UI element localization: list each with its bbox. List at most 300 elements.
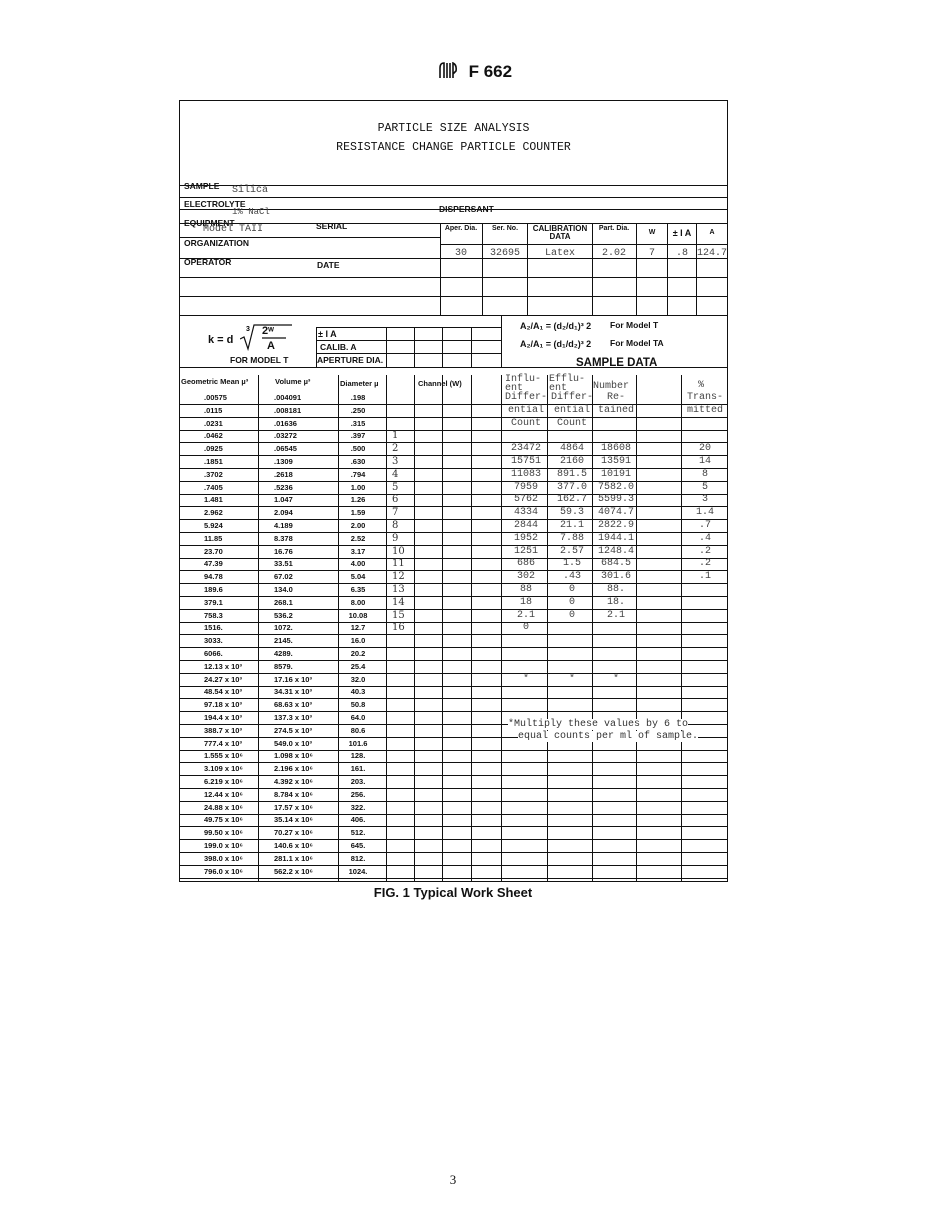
cell-eff[interactable]: 0 [568,596,575,608]
pm-ia-label: ± I A [672,228,692,238]
cell-geo: 6.219 x 10⁶ [204,777,243,786]
w-value[interactable]: 7 [648,248,655,259]
cell-num[interactable] [594,685,638,698]
cell-dia: .794 [350,469,366,479]
cell-dia: 3.17 [350,546,366,556]
cell-inf[interactable]: * [522,673,529,685]
model-t-equation-label: For Model T [610,320,659,330]
cell-ch[interactable]: 11 [392,558,405,570]
cell-num[interactable]: 4074.7 [597,507,634,519]
footnote-line-1: *Multiply these values by 6 to [508,719,689,730]
cell-num[interactable]: * [612,673,619,685]
cell-geo: 48.54 x 10³ [204,687,242,697]
cell-dia: .630 [350,457,366,466]
cell-inf[interactable]: 2.1 [516,609,535,621]
cell-geo: 379.1 [204,597,223,607]
cell-dia: .198 [350,393,366,402]
rule [501,315,502,367]
channel-header: Channel (W) [418,379,462,388]
cell-ch[interactable] [392,813,412,826]
cell-ch[interactable]: 16 [392,622,405,634]
cell-vol: 4.189 [274,521,293,530]
cell-vol: 34.31 x 10³ [274,687,312,697]
rule [482,223,483,315]
cell-pct[interactable] [683,609,727,622]
cell-num[interactable] [594,417,638,430]
geo-mean-header: Geometric Mean µ³ [181,377,249,386]
cell-num[interactable]: 88. [606,584,625,595]
cell-ch[interactable] [392,839,412,852]
cell-pct[interactable]: .1 [698,571,711,583]
cell-pct[interactable] [683,788,727,801]
cell-vol: 2145. [274,636,293,646]
cell-eff[interactable] [550,621,594,634]
cell-ch[interactable] [392,660,412,673]
cell-num[interactable] [594,621,638,634]
cell-inf[interactable] [505,775,547,788]
cell-vol: 67.02 [274,572,293,582]
cell-inf[interactable] [505,647,547,660]
cell-ch[interactable] [392,749,412,762]
cell-eff[interactable] [550,762,594,775]
sample-value[interactable]: Silica [232,185,269,196]
cell-vol: 4289. [274,649,293,658]
cell-num[interactable] [594,429,638,442]
cell-ch[interactable]: 10 [392,545,405,557]
cell-ch[interactable] [392,775,412,788]
cell-dia: 2.52 [350,533,366,543]
calibration-value[interactable]: Latex [544,248,575,259]
cell-num[interactable] [594,826,638,839]
cell-num[interactable] [594,749,638,762]
cell-eff[interactable]: * [568,673,575,685]
cell-ch[interactable]: 5 [392,481,399,493]
cell-num[interactable] [594,788,638,801]
cell-geo: 2.962 [204,508,223,518]
pm-i-a-label: ± I A [318,329,337,339]
cell-num[interactable] [594,813,638,826]
cell-inf[interactable] [505,852,547,865]
cell-inf[interactable]: 2844 [513,520,538,531]
cell-inf[interactable]: 686 [516,558,535,570]
cell-eff[interactable] [550,749,594,762]
cell-ch[interactable] [392,647,412,660]
cell-num[interactable]: 301.6 [600,571,631,583]
cell-dia: 101.6 [348,738,368,748]
cell-num[interactable]: 2.1 [606,609,625,621]
cell-inf[interactable] [505,762,547,775]
diameter-header: Diameter µ [340,379,379,388]
cell-pct[interactable] [683,673,727,686]
cell-eff[interactable]: 21.1 [559,520,584,531]
cell-inf[interactable]: 1251 [513,545,538,557]
cell-eff[interactable] [550,647,594,660]
cell-vol: 33.51 [274,559,293,569]
cell-vol: .008181 [274,405,302,415]
cell-dia: 256. [350,789,366,799]
dispersant-label: DISPERSANT [439,204,494,214]
model-ta-equation-label: For Model TA [610,338,664,348]
cell-vol: 17.57 x 10⁶ [274,802,313,812]
cell-num[interactable]: 18. [606,596,625,608]
cell-ch[interactable]: 6 [392,494,399,506]
cell-ch[interactable]: 4 [392,468,399,480]
cell-pct[interactable]: .7 [698,520,711,531]
cell-eff[interactable]: 4864 [559,443,584,455]
cell-ch[interactable] [392,711,412,724]
cell-num[interactable]: 10191 [600,468,631,480]
cell-ch[interactable]: 1 [392,430,399,442]
cell-num[interactable] [594,698,638,711]
rule [414,375,415,881]
cell-num[interactable]: 7582.0 [597,481,634,493]
a-value[interactable]: 124.7 [697,248,728,259]
cell-ch[interactable] [392,391,412,404]
cell-ch[interactable] [392,673,412,686]
cell-pct[interactable] [683,775,727,788]
sheet-subtitle: RESISTANCE CHANGE PARTICLE COUNTER [336,141,571,154]
cell-dia: 1.00 [350,482,366,492]
cell-inf[interactable]: 23472 [510,443,541,455]
cell-geo: .0115 [204,405,223,415]
cell-dia: 32.0 [350,674,366,684]
cell-ch[interactable]: 3 [392,456,399,467]
rule [386,327,387,367]
cell-pct[interactable]: 3 [701,494,708,506]
cell-pct[interactable] [683,711,727,724]
cell-vol: 68.63 x 10³ [274,700,312,710]
pm-ia-value[interactable]: .8 [675,248,688,259]
cell-inf[interactable] [505,801,547,814]
cell-geo: 1516. [204,623,223,633]
cell-geo: 758.3 [204,610,223,620]
cell-pct[interactable]: .2 [698,558,711,570]
cell-num[interactable] [594,634,638,647]
cell-inf[interactable]: 5762 [513,494,538,506]
rule [180,315,727,316]
cell-pct[interactable]: 8 [701,468,708,480]
cell-eff[interactable] [550,826,594,839]
cell-dia: .250 [350,405,366,415]
rule [414,327,415,367]
cell-inf[interactable] [505,839,547,852]
rule [592,375,593,881]
sheet-title: PARTICLE SIZE ANALYSIS [377,122,530,135]
cell-eff[interactable]: 891.5 [556,468,587,480]
astm-logo-icon [438,62,458,80]
cell-ch[interactable] [392,737,412,750]
cell-pct[interactable] [683,801,727,814]
sample-data-label: SAMPLE DATA [576,357,658,369]
cell-pct[interactable] [683,826,727,839]
cell-num[interactable]: 1944.1 [597,532,634,544]
cell-geo: 1.555 x 10⁶ [204,751,243,761]
cell-ch[interactable] [392,724,412,737]
cell-ch[interactable]: 13 [392,584,405,595]
cell-dia: 1.59 [350,508,366,518]
cell-num[interactable]: 2822.9 [597,520,634,531]
cell-geo: .00575 [204,393,227,402]
cell-inf[interactable]: 15751 [510,456,541,467]
cell-vol: .06545 [274,444,297,454]
cell-dia: 645. [350,841,366,850]
cell-eff[interactable]: .43 [562,571,581,583]
number-header: Number [593,381,630,392]
cell-ch[interactable] [392,634,412,647]
cell-eff[interactable]: 0 [568,609,575,621]
column-subheader: ential [507,404,544,416]
ser-no-value[interactable]: 32695 [489,248,520,259]
part-dia-label: Part. Dia. [598,225,630,232]
cell-dia: .500 [350,444,366,454]
rule [547,375,548,881]
cell-ch[interactable] [392,852,412,865]
calib-a-label: CALIB. A [320,342,357,352]
cell-pct[interactable] [683,865,727,878]
cell-pct[interactable] [683,852,727,865]
sample-label: SAMPLE [184,181,220,191]
column-subheader: ential [553,404,590,416]
cell-inf[interactable] [505,749,547,762]
cell-eff[interactable] [550,698,594,711]
cell-eff[interactable] [550,865,594,878]
cell-inf[interactable] [505,429,547,442]
cell-dia: 50.8 [350,700,366,710]
cell-geo: 6066. [204,649,223,658]
rule [258,375,259,881]
column-subheader: mitted [686,404,723,416]
cell-pct[interactable] [683,634,727,647]
cell-vol: 536.2 [274,610,293,620]
cell-geo: 12.13 x 10³ [204,661,242,671]
cell-vol: 137.3 x 10³ [274,713,312,722]
cell-ch[interactable]: 15 [392,609,405,621]
svg-text:A₂/A₁ = (d₂/d₁)³ 2: A₂/A₁ = (d₂/d₁)³ 2 [520,321,592,331]
cell-eff[interactable] [550,429,594,442]
column-subheader: Re- [606,392,625,403]
formula-numerator: 2ʷ [262,325,274,337]
cell-ch[interactable] [392,826,412,839]
rule [636,223,637,315]
cell-eff[interactable]: 2160 [559,456,584,467]
equipment-value[interactable]: Model TAII [203,224,264,235]
rule [180,197,727,198]
cell-ch[interactable] [392,801,412,814]
rule [180,277,727,278]
cell-dia: 64.0 [350,713,366,722]
cell-eff[interactable] [550,788,594,801]
aper-dia-label: Aper. Dia. [444,225,478,232]
cell-vol: .03272 [274,431,297,441]
cell-geo: .0462 [204,431,223,441]
cell-ch[interactable] [392,762,412,775]
cell-pct[interactable] [683,583,727,596]
cell-eff[interactable] [550,660,594,673]
cell-vol: 35.14 x 10⁶ [274,815,313,825]
cell-dia: 10.08 [348,610,368,620]
cell-num[interactable] [594,762,638,775]
cell-ch[interactable]: 9 [392,532,399,544]
cell-num[interactable] [594,660,638,673]
cell-eff[interactable]: 162.7 [556,494,587,506]
cell-dia: 16.0 [350,636,366,646]
cell-inf[interactable] [505,698,547,711]
cell-pct[interactable] [683,685,727,698]
cell-num[interactable] [594,839,638,852]
cell-vol: 16.76 [274,546,293,556]
cell-num[interactable] [594,852,638,865]
cell-inf[interactable] [505,660,547,673]
cell-eff[interactable]: 377.0 [556,481,587,493]
cell-vol: 281.1 x 10⁶ [274,853,313,863]
cell-geo: 3033. [204,636,223,646]
rule [316,353,501,354]
rule [316,340,501,341]
cell-inf[interactable]: 88 [519,584,532,595]
cell-inf[interactable]: 302 [516,571,535,583]
cell-vol: 2.196 x 10⁶ [274,764,313,774]
cell-pct[interactable] [683,839,727,852]
cell-eff[interactable] [550,839,594,852]
cell-vol: 8.784 x 10⁶ [274,789,313,799]
table-row [180,865,727,879]
cell-eff[interactable] [550,634,594,647]
cell-pct[interactable] [683,417,727,430]
cell-eff[interactable]: 0 [568,584,575,595]
cell-geo: 12.44 x 10⁶ [204,789,243,799]
rule [527,223,528,315]
cell-inf[interactable] [505,634,547,647]
cell-eff[interactable]: 7.88 [559,532,584,544]
cell-ch[interactable]: 7 [392,507,399,519]
cell-pct[interactable] [683,660,727,673]
cell-vol: .2618 [274,469,293,479]
cell-pct[interactable]: 1.4 [695,507,714,519]
cell-inf[interactable] [505,788,547,801]
cell-geo: 796.0 x 10⁶ [204,866,243,876]
cell-num[interactable] [594,775,638,788]
cell-vol: 8.378 [274,533,293,543]
rule [386,375,387,881]
cell-eff[interactable]: 1.5 [562,558,581,570]
cell-eff[interactable]: 59.3 [559,507,584,519]
cell-pct[interactable]: 20 [698,443,711,455]
rule [592,223,593,315]
rule [501,375,502,881]
cell-inf[interactable]: 11083 [510,468,541,480]
cell-pct[interactable]: .2 [698,545,711,557]
cell-pct[interactable]: 5 [701,481,708,493]
cell-num[interactable]: 18608 [600,443,631,455]
cell-inf[interactable] [505,865,547,878]
cell-ch[interactable] [392,788,412,801]
part-dia-value[interactable]: 2.02 [601,248,626,259]
svg-text:3: 3 [246,326,250,333]
cell-pct[interactable]: .4 [698,532,711,544]
cell-dia: 5.04 [350,572,366,582]
cell-dia: 322. [350,802,366,812]
aperture-dia-label: APERTURE DIA. [317,355,384,365]
rule [442,375,443,881]
cell-dia: 161. [350,764,366,774]
rule [442,327,443,367]
cell-eff[interactable] [550,685,594,698]
cell-ch[interactable]: 14 [392,596,405,608]
cell-pct[interactable] [683,813,727,826]
cell-pct[interactable] [683,429,727,442]
cell-ch[interactable]: 8 [392,520,399,531]
cell-inf[interactable]: 18 [519,596,532,608]
page-number: 3 [449,1172,457,1187]
cell-num[interactable]: 684.5 [600,558,631,570]
cell-inf[interactable] [505,813,547,826]
cell-dia: 6.35 [350,585,366,594]
cell-dia: 512. [350,828,366,838]
cell-pct[interactable] [683,762,727,775]
cell-num[interactable] [594,647,638,660]
cell-ch[interactable] [392,865,412,878]
cell-pct[interactable]: 14 [698,456,711,467]
cell-vol: 268.1 [274,597,293,607]
cell-num[interactable] [594,801,638,814]
cell-num[interactable]: 5599.3 [597,494,634,506]
cell-ch[interactable] [392,685,412,698]
cell-eff[interactable] [550,813,594,826]
percent-header: % [698,380,705,391]
cell-num[interactable] [594,865,638,878]
cell-inf[interactable]: 0 [522,622,529,634]
cell-inf[interactable] [505,826,547,839]
cell-ch[interactable] [392,417,412,430]
cell-num[interactable]: 1248.4 [597,545,634,557]
electrolyte-value[interactable]: 1% NaCl [232,207,270,217]
cell-pct[interactable] [683,596,727,609]
cell-geo: 24.27 x 10³ [204,674,242,684]
influent-header: Influ- ent [505,374,542,394]
equation-icon [520,317,620,357]
cell-ch[interactable] [392,698,412,711]
cell-dia: 406. [350,815,366,825]
cell-eff[interactable] [550,852,594,865]
cell-inf[interactable]: 4334 [513,507,538,519]
cell-inf[interactable]: 1952 [513,532,538,544]
calibration-label: CALIBRATION DATA [532,224,588,241]
cell-pct[interactable] [683,749,727,762]
cell-ch[interactable] [392,404,412,417]
cell-ch[interactable]: 12 [392,571,405,583]
cell-vol: 134.0 [274,585,293,594]
cell-geo: .0231 [204,418,223,428]
cell-pct[interactable] [683,621,727,634]
cell-pct[interactable] [683,647,727,660]
organization-label: ORGANIZATION [184,238,250,248]
cell-dia: 2.00 [350,521,366,530]
ser-no-label: Ser. No. [491,225,519,232]
cell-eff[interactable]: 2.57 [559,545,584,557]
cell-geo: 189.6 [204,585,223,594]
cell-inf[interactable] [505,685,547,698]
cell-pct[interactable] [683,698,727,711]
cell-vol: 4.392 x 10⁶ [274,777,313,786]
cell-inf[interactable]: 7959 [513,481,538,493]
cell-eff[interactable] [550,775,594,788]
aper-dia-value[interactable]: 30 [454,248,467,259]
a-label: A [709,229,715,236]
cell-vol: 17.16 x 10³ [274,674,312,684]
cell-eff[interactable] [550,801,594,814]
cell-num[interactable]: 13591 [600,456,631,467]
cell-ch[interactable]: 2 [392,443,399,455]
